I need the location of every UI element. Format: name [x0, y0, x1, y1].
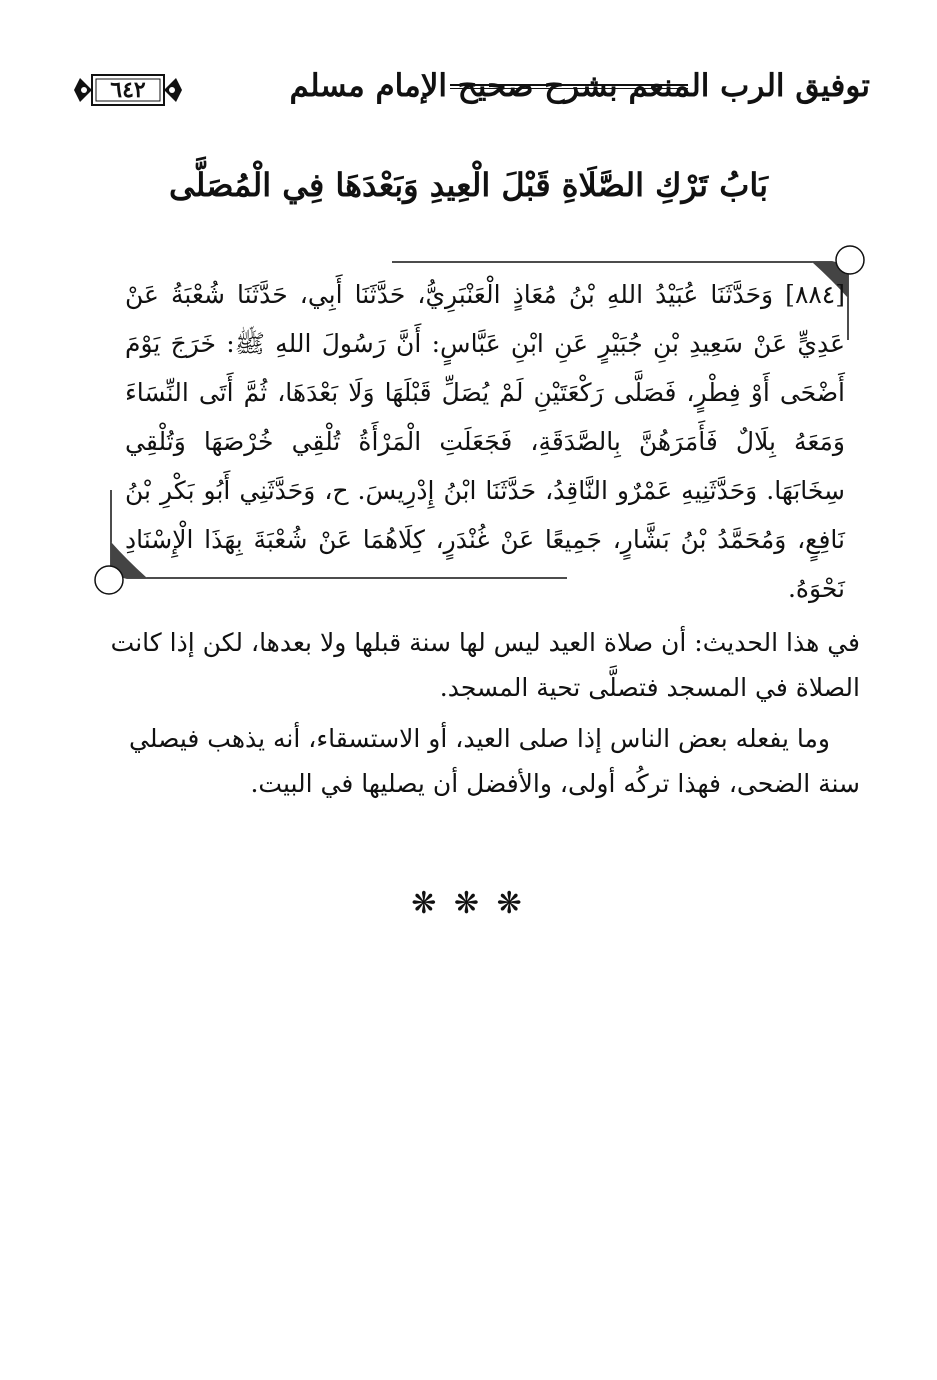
commentary — [85, 620, 860, 812]
book-title: توفيق الرب المنعم بشرح صحيح الإمام مسلم — [289, 68, 870, 104]
section-divider: ❋ ❋ ❋ — [411, 886, 526, 921]
commentary-paragraph-1: في هذا الحديث: أن صلاة العيد ليس لها سنة قبلها ولا بعدها، لكن إذا كانت الصلاة في المسجد فتصلَّى تحية المسجد. — [110, 628, 860, 702]
chapter-title: بَابُ تَرْكِ الصَّلَاةِ قَبْلَ الْعِيدِ وَبَعْدَهَا فِي الْمُصَلَّى — [168, 166, 768, 204]
running-header — [70, 62, 870, 142]
page-number-badge — [70, 72, 186, 108]
page-number: ٦٤٢ — [110, 77, 146, 103]
commentary-paragraph-2: وما يفعله بعض الناس إذا صلى العيد، أو الاستسقاء، أنه يذهب فيصلي سنة الضحى، فهذا تركُه أولى، والأفضل أن يصليها في البيت. — [129, 724, 860, 798]
header-rule — [450, 84, 688, 89]
hadith-text: [٨٨٤] وَحَدَّثَنَا عُبَيْدُ اللهِ بْنُ مُعَاذٍ الْعَنْبَرِيُّ، حَدَّثَنَا أَبِي، حَدَّثَنَا شُعْبَةُ عَنْ عَدِيٍّ عَنْ سَعِيدِ بْنِ جُبَيْرٍ عَنِ ابْنِ عَبَّاسٍ: أَنَّ رَسُولَ اللهِ ﷺ: خَرَجَ يَوْمَ أَضْحَى أَوْ فِطْرٍ، فَصَلَّى رَكْعَتَيْنِ لَمْ يُصَلِّ قَبْلَهَا وَلَا بَعْدَهَا، ثُمَّ أَتَى النِّسَاءَ وَمَعَهُ بِلَالٌ فَأَمَرَهُنَّ بِالصَّدَقَةِ، فَجَعَلَتِ الْمَرْأَةُ تُلْقِي خُرْصَهَا وَتُلْقِي سِخَابَهَا. وَحَدَّثَنِيهِ عَمْرٌو النَّاقِدُ، حَدَّثَنَا ابْنُ إِدْرِيسَ. ح، وَحَدَّثَنِي أَبُو بَكْرِ بْنُ نَافِعٍ، وَمُحَمَّدُ بْنُ بَشَّارٍ، جَمِيعًا عَنْ غُنْدَرٍ، كِلَاهُمَا عَنْ شُعْبَةَ بِهَذَا الْإِسْنَادِ نَحْوَهُ. — [125, 280, 845, 603]
